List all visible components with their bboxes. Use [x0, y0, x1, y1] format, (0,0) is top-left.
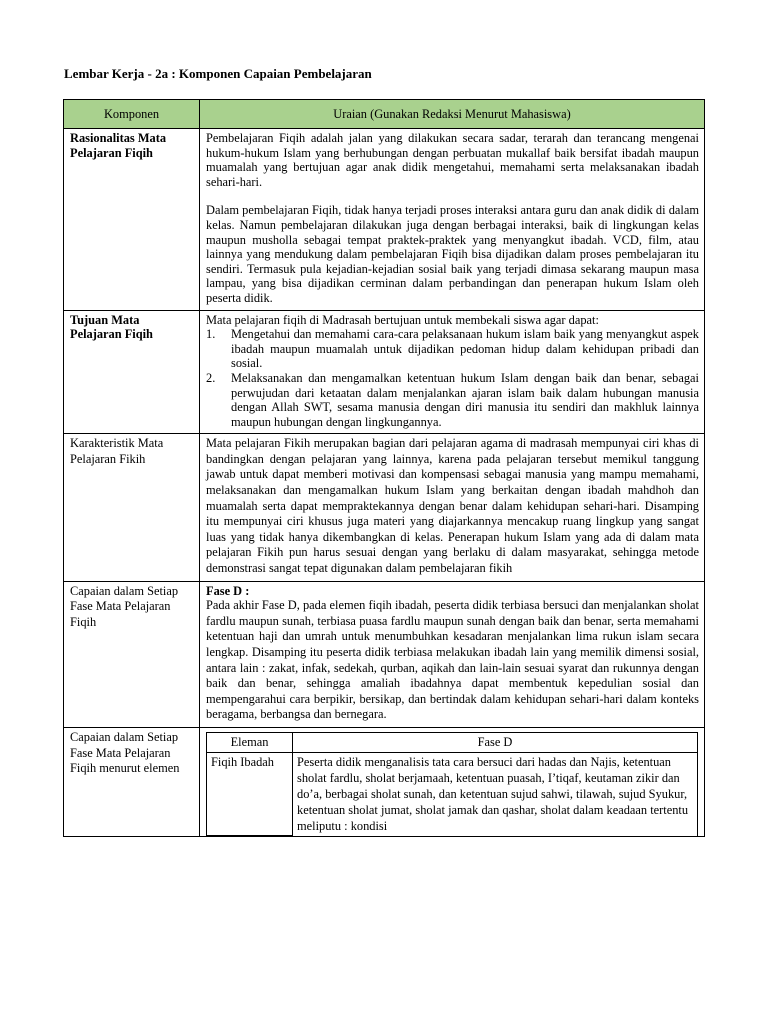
row-label-rationale: Rasionalitas Mata Pelajaran Fiqih	[64, 129, 200, 311]
row-content-element-achievement	[200, 727, 705, 837]
list-text: Mengetahui dan memahami cara-cara pelaksanaan hukum islam baik yang menyangkut aspek ibadah maupun muamalah untuk dijadikan pedoman hidup dalam kehidupan pribadi dan sosial.	[231, 327, 699, 371]
table-row	[64, 434, 705, 581]
list-item	[206, 371, 699, 429]
goals-list	[206, 327, 699, 429]
row-label-characteristics: Karakteristik Mata Pelajaran Fikih	[64, 434, 200, 581]
page-title: Lembar Kerja - 2a : Komponen Capaian Pembelajaran	[64, 66, 372, 81]
paragraph: Pembelajaran Fiqih adalah jalan yang dilakukan secara sadar, terarah dan terancang mengenai hukum-hukum Islam yang berhubungan dengan perbuatan mukallaf baik bersifat ibadah maupun muamalah yang bertujuan agar anak didik mengetahui, memahami serta melaksanakan ibadah sehari-hari.	[206, 131, 699, 189]
header-description: Uraian (Gunakan Redaksi Menurut Mahasiswa)	[200, 100, 705, 129]
paragraph: Dalam pembelajaran Fiqih, tidak hanya terjadi proses interaksi antara guru dan anak didik di dalam kelas. Namun pembelajaran dilakukan juga dengan berbagai interaksi, baik di lingkungan kelas maupun musholla sebagai tempat praktek-praktek yang menyangkut ibadah. VCD, film, atau lainnya yang mendukung dalam pembelajaran Fiqih bisa dijadikan dalam proses pembelajaran itu sendiri. Termasuk pula kejadian-kejadian sosial baik yang terjadi dimasa sekarang maupun masa lampau, yang bisa dijadikan cerminan dalam perbandingan dan penerapan hukum Islam oleh peserta didik.	[206, 203, 699, 305]
row-label-phase-achievement: Capaian dalam Setiap Fase Mata Pelajaran Fiqih	[64, 581, 200, 727]
element-table	[206, 732, 698, 837]
header-element: Eleman	[207, 732, 293, 752]
table-row	[64, 727, 705, 837]
element-name: Fiqih Ibadah	[207, 752, 293, 836]
list-text: Melaksanakan dan mengamalkan ketentuan hukum Islam dengan baik dan benar, sebagai perwujudan dari ketaatan dalam menjalankan ajaran islam baik dalam hubungan manusia dengan Allah SWT, sesama manusia dengan diri manusia itu sendiri dan makhluk lainnya maupun hubungan dengan lingkungannya.	[231, 370, 699, 429]
list-number: 2.	[206, 370, 216, 385]
table-row	[64, 129, 705, 311]
row-content-characteristics	[200, 434, 705, 581]
element-description: Peserta didik menganalisis tata cara bersuci dari hadas dan Najis, ketentuan sholat fardlu, sholat berjamaah, ketentuan puasah, I’tiqaf, keutaman zikir dan do’a, berbagai sholat sunah, dan ketentuan sujud sahwi, tilawah, sujud Syukur, ketentuan sholat jumat, sholat jamak dan qashar, sholat dalam keadaan tertentu meliputu : kondisi	[293, 752, 698, 836]
table-row	[64, 581, 705, 727]
paragraph: Pada akhir Fase D, pada elemen fiqih ibadah, peserta didik terbiasa bersuci dan menjalankan sholat fardlu maupun sunah, terbiasa puasa fardlu maupun sunah dengan baik dan benar, serta memahami ketentuan haji dan umrah untuk menumbuhkan kesadaran menjalankan lima rukun islam secara lengkap. Disamping itu peserta didik terbiasa melakukan ibadah lain yang memilik dimensi sosial, antara lain : zakat, infak, sedekah, qurban, aqikah dan lain-lain sesuai syarat dan rukunnya dengan baik dan benar, sehingga amaliah ibadahnya dapat membentuk kepedulian sosial dan mempengarahui cara berpikir, bersikap, dan bertindak dalam kehidupan sehari-hari dalam konteks beragama, berbangsa dan bernegara.	[206, 598, 699, 722]
row-label-element-achievement: Capaian dalam Setiap Fase Mata Pelajaran Fiqih menurut elemen	[64, 727, 200, 837]
list-item	[206, 327, 699, 371]
table-row	[64, 310, 705, 434]
header-component: Komponen	[64, 100, 200, 129]
paragraph: Mata pelajaran Fikih merupakan bagian dari pelajaran agama di madrasah mempunyai ciri khas di bandingkan dengan pelajaran yang lainnya, karena pada pelajaran tersebut memikul tanggung jawab untuk dapat memberi motivasi dan kompensasi sebagai manusia yang mampu memahami, melaksanakan dan mengamalkan hukum Islam yang berkaitan dengan ibadah mahdhoh dan muamalah serta dapat mempraktekannya dengan benar dalam kehidupan sehari-hari. Disamping itu mempunyai ciri khusus juga materi yang diajarkannya mencakup ruang lingkup yang sangat luas yang tidak hanya dikembangkan di kelas. Penerapan hukum Islam yang ada di dalam mata pelajaran Fikih pun harus sesuai dengan yang berlaku di dalam masyarakat, sehingga metode demonstrasi sangat tepat digunakan dalam pembelajaran fikih	[206, 436, 699, 576]
row-content-goals	[200, 310, 705, 434]
row-label-goals: Tujuan Mata Pelajaran Fiqih	[64, 310, 200, 434]
table-header-row	[64, 100, 705, 129]
phase-heading: Fase D :	[206, 583, 250, 598]
list-number: 1.	[206, 327, 216, 342]
header-phase: Fase D	[293, 732, 698, 752]
components-table	[63, 99, 705, 837]
row-content-phase-achievement	[200, 581, 705, 727]
row-content-rationale	[200, 129, 705, 311]
goals-intro: Mata pelajaran fiqih di Madrasah bertujuan untuk membekali siswa agar dapat:	[206, 312, 599, 327]
table-row	[207, 752, 698, 836]
element-table-header	[207, 732, 698, 752]
